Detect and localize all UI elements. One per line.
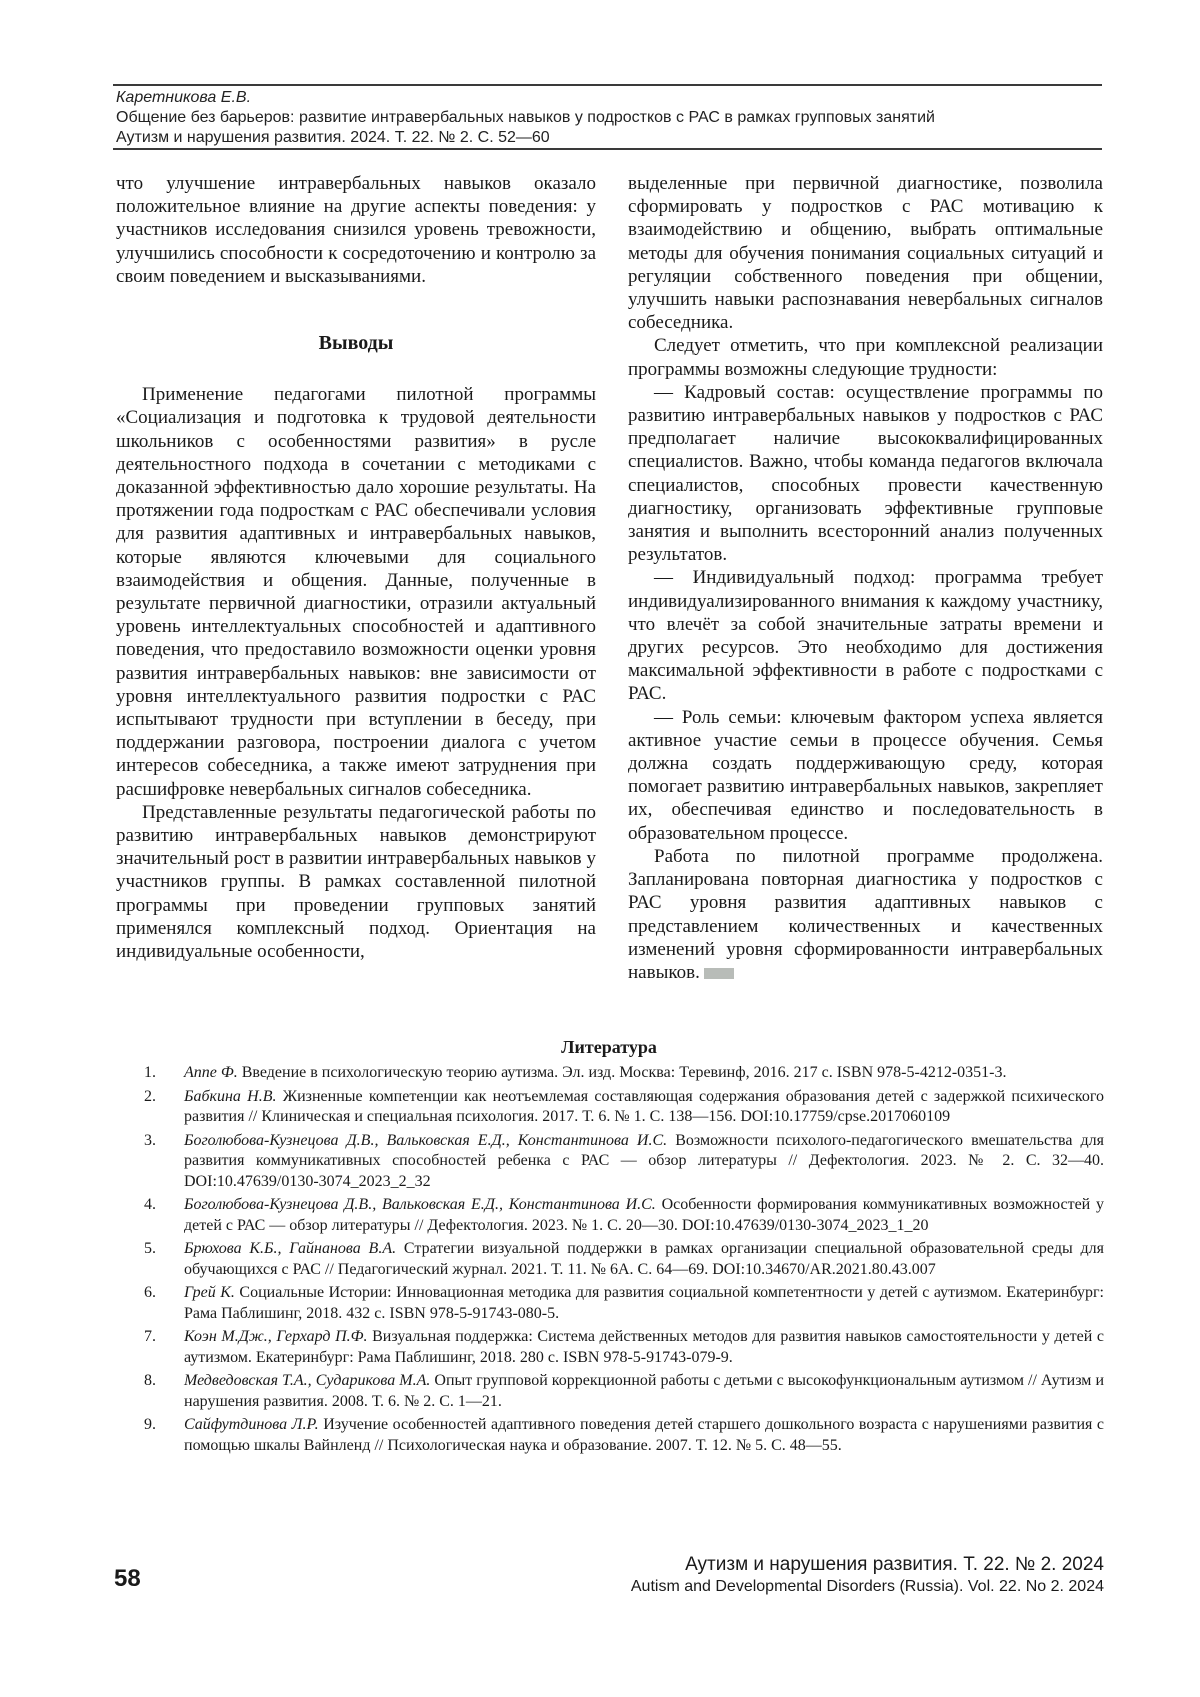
header-title: Общение без барьеров: развитие интравербальных навыков у подростков с РАС в рамках групповых занятий xyxy=(116,109,935,126)
right-paragraph-1: выделенные при первичной диагностике, позволила сформировать у подростков с РАС мотивацию к взаимодействию и общению, выбрать оптимальные методы для обучения понимания социальных ситуаций и регуляции собственного поведения при общении, улучшить навыки распознавания невербальных сигналов собеседника. xyxy=(628,173,1103,334)
reference-item xyxy=(116,1063,1104,1084)
reference-item xyxy=(116,1371,1104,1412)
reference-item xyxy=(116,1131,1104,1193)
reference-number: 4. xyxy=(144,1196,156,1213)
reference-item xyxy=(116,1415,1104,1456)
journal-footer xyxy=(631,1553,1104,1597)
reference-text: Визуальная поддержка: Система действенных методов для развития навыков самостоятельности у детей с аутизмом. Екатеринбург: Рама Паблишинг, 2018. 280 с. ISBN 978-5-91743-079-9. xyxy=(184,1328,1104,1366)
reference-authors: Грей К. xyxy=(184,1284,235,1301)
left-paragraph-3: Представленные результаты педагогической работы по развитию интравербальных навыков демонстрируют значительный рост в развитии интравербальных навыков у участников группы. В рамках составленной пилотной программы при проведении групповых занятий применялся комплексный подход. Ориентация на индивидуальные особенности, xyxy=(116,801,596,963)
right-paragraph-4: — Индивидуальный подход: программа требует индивидуализированного внимания к каждому участнику, что влечёт за собой значительные затраты времени и других ресурсов. Это необходимо для достижения максимальной эффективности в работе с подростками с РАС. xyxy=(628,567,1103,705)
right-paragraph-3: — Кадровый состав: осуществление программы по развитию интравербальных навыков у подростков с РАС предполагает наличие высококвалифицированных специалистов. Важно, чтобы команда педагогов включала специалистов, способных провести качественную диагностику, организовать эффективные групповые занятия и выполнить всесторонний анализ полученных результатов. xyxy=(628,381,1103,566)
journal-title-ru: Аутизм и нарушения развития. Т. 22. № 2. 2024 xyxy=(685,1554,1104,1575)
section-title-conclusions: Выводы xyxy=(318,332,394,355)
right-paragraph-6-text: Работа по пилотной программе продолжена. Запланирована повторная диагностика у подростков с РАС уровня развития адаптивных навыков с представлением количественных и качественных изменений уровня сформированности интравербальных навыков. xyxy=(628,845,1103,983)
reference-item xyxy=(116,1283,1104,1324)
reference-authors: Сайфутдинова Л.Р. xyxy=(184,1416,319,1433)
reference-text: Введение в психологическую теорию аутизма. Эл. изд. Москва: Теревинф, 2016. 217 с. ISBN 978-5-4212-0351-3. xyxy=(241,1064,1007,1081)
reference-number: 3. xyxy=(144,1131,156,1149)
reference-authors: Коэн М.Дж., Герхард П.Ф. xyxy=(184,1328,368,1345)
end-of-article-mark xyxy=(704,968,734,979)
header-citation: Аутизм и нарушения развития. 2024. Т. 22. № 2. С. 52—60 xyxy=(116,129,550,146)
reference-number: 2. xyxy=(144,1087,156,1105)
reference-text: Стратегии визуальной поддержки в рамках организации специальной образовательной среды для обучающихся с РАС // Педагогический журнал. 2021. Т. 11. № 6А. С. 64—69. DOI:10.34670/AR.2021.80.43.007 xyxy=(184,1240,1105,1278)
reference-authors: Аппе Ф. xyxy=(184,1064,238,1081)
right-paragraph-2: Следует отметить, что при комплексной реализации программы возможны следующие трудности: xyxy=(628,335,1103,380)
right-column xyxy=(628,172,1103,984)
header-author: Каретникова Е.В. xyxy=(116,89,252,106)
left-column xyxy=(116,172,596,963)
reference-number: 6. xyxy=(144,1284,156,1301)
reference-item xyxy=(116,1195,1104,1236)
reference-text: Возможности психолого-педагогического вмешательства для развития коммуникативных способностей ребенка с РАС — обзор литературы // Дефектология. 2023. № 2. С. 32—40. DOI:10.47639/0130-3074_2023_2_32 xyxy=(184,1131,1105,1190)
reference-item xyxy=(116,1327,1104,1368)
page-number: 58 xyxy=(114,1565,141,1592)
reference-number: 7. xyxy=(144,1328,156,1345)
reference-text: Изучение особенностей адаптивного поведения детей старшего дошкольного возраста с нарушениями развития с помощью шкалы Вайнленд // Психологическая наука и образование. 2007. Т. 12. № 5. С. 48—55. xyxy=(184,1416,1104,1454)
journal-title-en: Autism and Developmental Disorders (Russia). Vol. 22. No 2. 2024 xyxy=(630,1578,1104,1595)
reference-item xyxy=(116,1239,1104,1280)
header-top-rule xyxy=(113,84,1102,86)
reference-number: 1. xyxy=(144,1064,156,1081)
reference-number: 8. xyxy=(144,1372,156,1389)
reference-item xyxy=(116,1087,1104,1128)
reference-authors: Брюхова К.Б., Гайнанова В.А. xyxy=(184,1240,397,1257)
reference-authors: Боголюбова-Кузнецова Д.В., Вальковская Е.Д., Константинова И.С. xyxy=(184,1196,656,1213)
right-paragraph-5: — Роль семьи: ключевым фактором успеха является активное участие семьи в процессе обучения. Семья должна создать поддерживающую среду, которая помогает развитию интравербальных навыков, закрепляет их, обеспечивая единство и последовательность в образовательном процессе. xyxy=(628,706,1103,844)
left-paragraph-1: что улучшение интравербальных навыков оказало положительное влияние на другие аспекты поведения: у участников исследования снизился уровень тревожности, улучшились способности к сосредоточению и контролю за своим поведением и высказываниями. xyxy=(116,173,596,287)
reference-authors: Медведовская Т.А., Сударикова М.А. xyxy=(184,1372,431,1389)
left-paragraph-2: Применение педагогами пилотной программы «Социализация и подготовка к трудовой деятельности школьников с особенностями развития» в русле деятельностного подхода в сочетании с методиками с доказанной эффективностью дало хорошие результаты. На протяжении года подросткам с РАС обеспечивали условия для развития адаптивных и интравербальных навыков, которые являются ключевыми для социального взаимодействия и общения. Данные, полученные в результате первичной диагностики, отразили актуальный уровень интеллектуальных способностей и адаптивного поведения, что предоставило возможности оценки уровня развития интравербальных навыков: вне зависимости от уровня интеллектуального развития подростки с РАС испытывают трудности при вступлении в беседу, при поддержании разговора, построении диалога с учетом интересов собеседника, а также имеют затруднения при расшифровке невербальных сигналов собеседника. xyxy=(116,384,596,800)
reference-number: 9. xyxy=(144,1416,156,1433)
reference-text: Жизненные компетенции как неотъемлемая составляющая содержания образования детей с задержкой психического развития // Клиническая и специальная психология. 2017. Т. 6. № 1. С. 138—156. DOI:10.17759/cpse.2017060109 xyxy=(184,1087,1104,1125)
right-paragraph-6 xyxy=(628,845,1103,984)
running-header xyxy=(116,88,1096,148)
header-bottom-rule xyxy=(113,148,1102,150)
reference-number: 5. xyxy=(144,1240,156,1257)
references-list xyxy=(116,1063,1104,1459)
reference-text: Опыт групповой коррекционной работы с детьми с высокофункциональным аутизмом // Аутизм и нарушения развития. 2008. Т. 6. № 2. С. 1—21. xyxy=(184,1372,1105,1410)
reference-authors: Боголюбова-Кузнецова Д.В., Вальковская Е.Д., Константинова И.С. xyxy=(184,1131,668,1149)
references-title: Литература xyxy=(561,1037,657,1057)
reference-authors: Бабкина Н.В. xyxy=(184,1087,277,1105)
reference-text: Социальные Истории: Инновационная методика для развития социальной компетентности у детей с аутизмом. Екатеринбург: Рама Паблишинг, 2018. 432 с. ISBN 978-5-91743-080-5. xyxy=(184,1284,1104,1322)
reference-text: Особенности формирования коммуникативных возможностей у детей с РАС — обзор литературы // Дефектология. 2023. № 1. С. 20—30. DOI:10.47639/0130-3074_2023_1_20 xyxy=(184,1196,1105,1234)
